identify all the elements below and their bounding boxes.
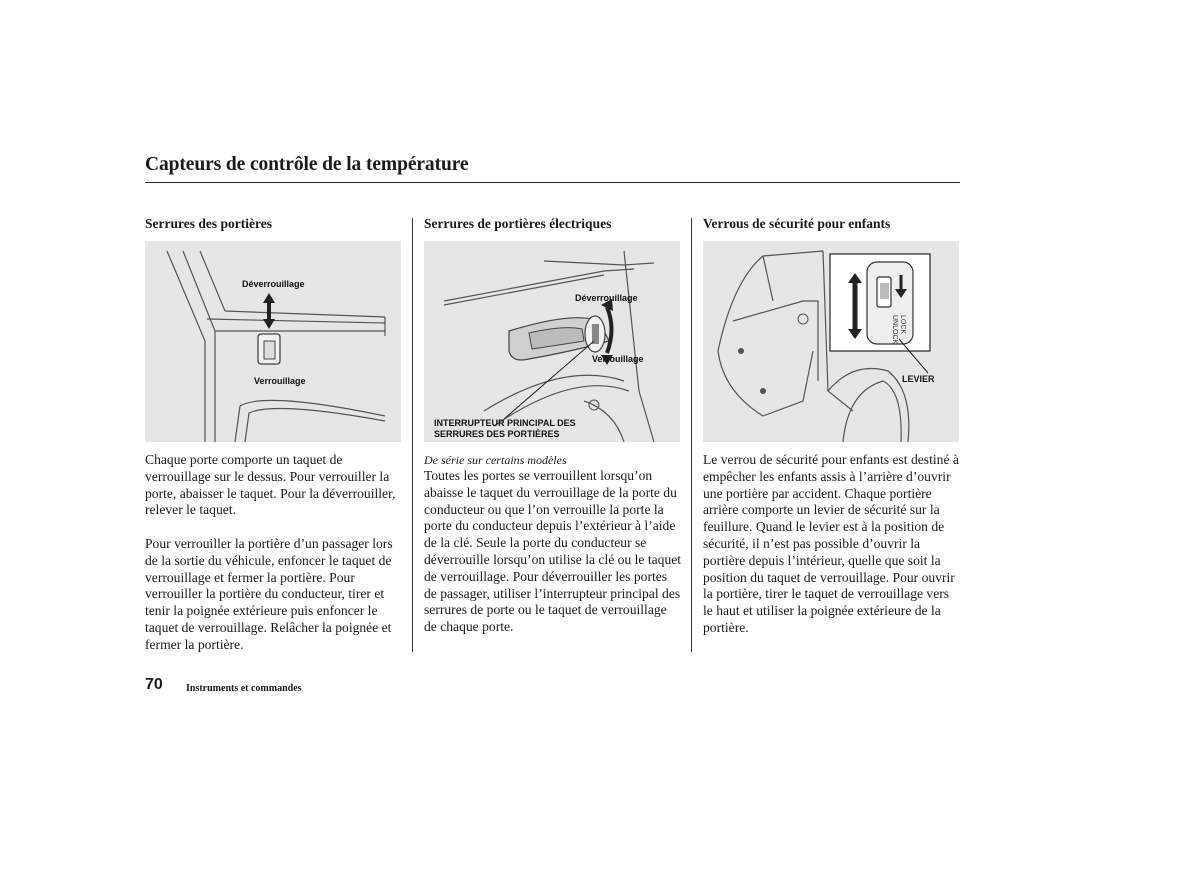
door-lock-figure	[145, 241, 401, 442]
body-paragraph: Toutes les portes se verrouillent lorsqu’on abaisse le taquet du verrouillage de la porte du conducteur ou que l’on verrouille la porte la porte du conducteur depuis l’extérieur à l’aide de la clé. Seule la porte du conducteur se déverrouille lorsqu’on utilise la clé ou le taquet de verrouillage. Pour déverrouiller les portes de passager, utiliser l’interrupteur principal des serrures de porte ou le taquet de verrouillage de chaque porte.	[424, 468, 682, 635]
power-lock-illustration	[424, 241, 680, 442]
body-paragraph: Pour verrouiller la portière d’un passager lors de la sortie du véhicule, enfoncer le taquet de verrouillage et fermer la portière. Pour verrouiller la portière du conducteur, tirer et tenir la poignée extérieure puis enfoncer le taquet de verrouillage. Relâcher la poignée et fermer la portière.	[145, 535, 393, 652]
unlock-label: Déverrouillage	[242, 279, 305, 289]
column-divider	[412, 218, 413, 652]
section-heading: Serrures des portières	[145, 216, 272, 231]
lock-label: Verrouillage	[254, 376, 306, 386]
lock-label: Verrouillage	[592, 354, 644, 364]
body-paragraph: Le verrou de sécurité pour enfants est destiné à empêcher les enfants assis à l’arrière d’ouvrir une portière par accident. Chaque portière arrière comporte un levier de sécurité sur la feuillure. Quand le levier est à la position de sécurité, il n’est pas possible d’ouvrir la portière depuis l’intérieur, quelle que soit la position du taquet de verrouillage. Pour ouvrir la portière, tirer le taquet de verrouillage vers le haut et utiliser la poignée extérieure de la portière.	[703, 452, 959, 635]
body-paragraph: Chaque porte comporte un taquet de verrouillage sur le dessus. Pour verrouiller la porte, abaisser le taquet. Pour la déverrouiller, relever le taquet.	[145, 452, 396, 518]
unlock-position-text: UNLOCK	[891, 315, 898, 345]
unlock-label: Déverrouillage	[575, 293, 638, 303]
main-switch-label: INTERRUPTEUR PRINCIPAL DES	[434, 418, 576, 428]
lever-label: LEVIER	[902, 374, 935, 384]
column-divider	[691, 218, 692, 652]
child-lock-illustration	[703, 241, 959, 442]
column-power-locks	[424, 216, 682, 636]
column-door-locks	[145, 216, 403, 654]
door-lock-illustration	[145, 241, 401, 442]
lock-position-text: LOCK	[899, 315, 906, 335]
child-lock-figure	[703, 241, 959, 442]
title-rule	[145, 182, 960, 183]
column-child-locks	[703, 216, 961, 637]
page-number: 70	[145, 676, 163, 693]
section-heading: Verrous de sécurité pour enfants	[703, 216, 891, 231]
page-title: Capteurs de contrôle de la température	[145, 154, 469, 175]
availability-note: De série sur certains modèles	[424, 453, 567, 467]
section-heading: Serrures de portières électriques	[424, 216, 612, 231]
section-name: Instruments et commandes	[186, 683, 302, 694]
main-switch-label: SERRURES DES PORTIÈRES	[434, 429, 560, 439]
power-lock-figure	[424, 241, 680, 442]
